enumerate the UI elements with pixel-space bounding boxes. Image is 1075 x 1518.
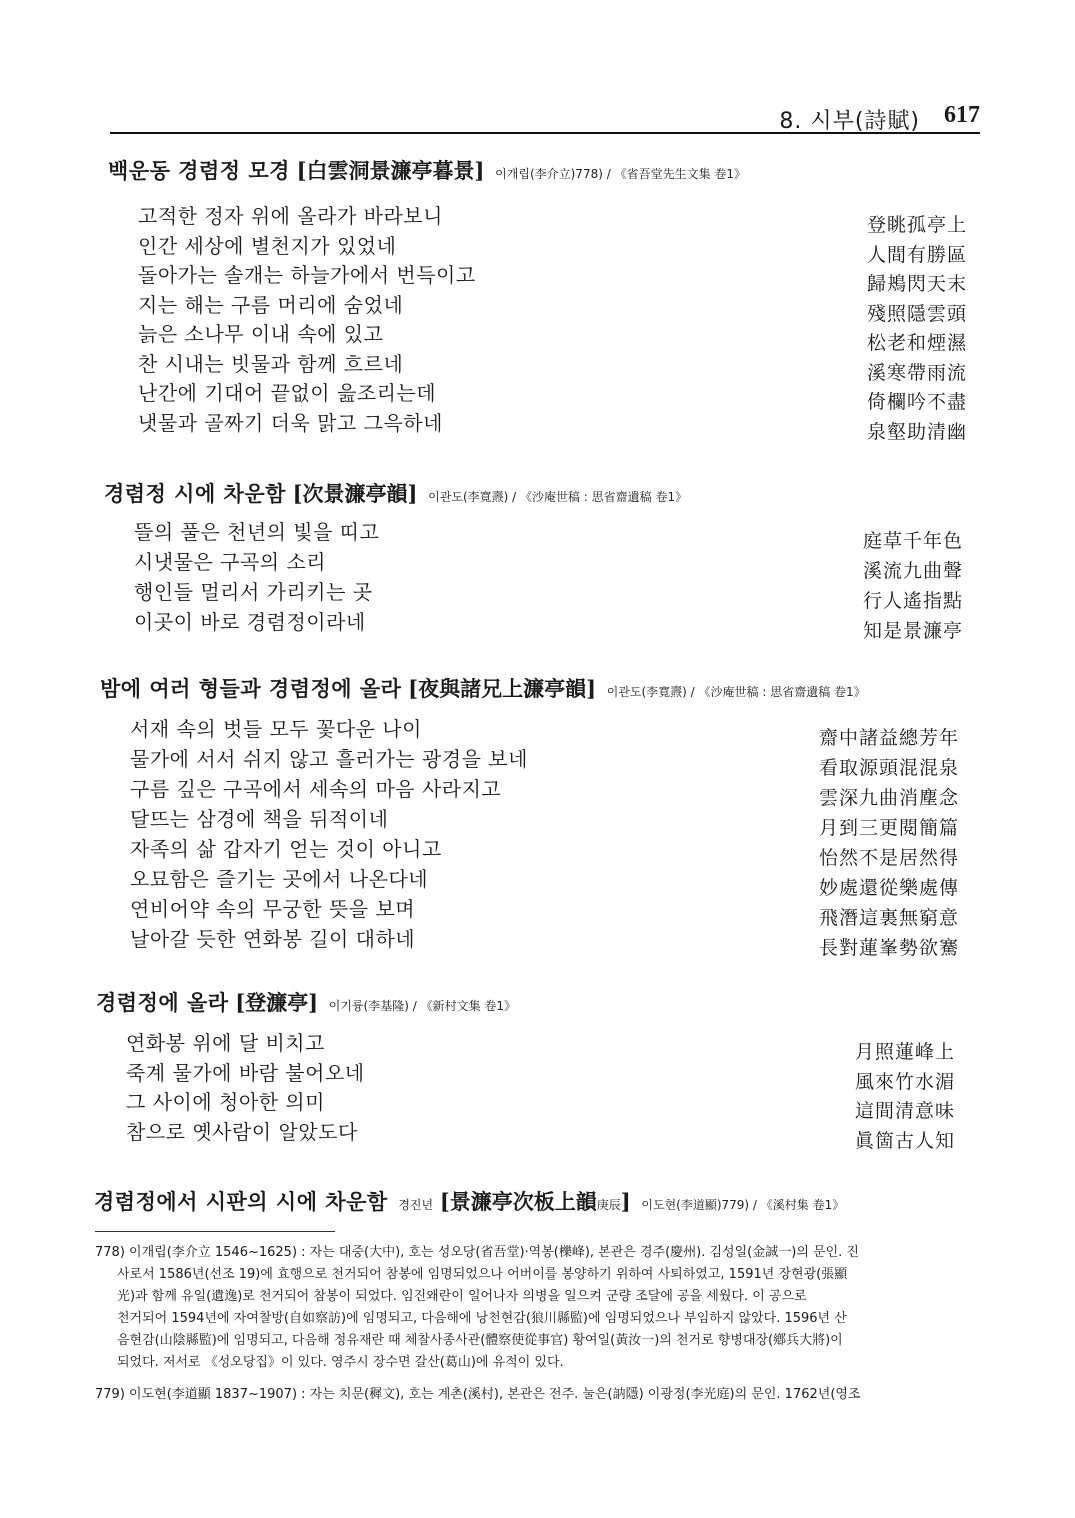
footnote-rule [95,1231,335,1232]
section-title [108,155,746,185]
poem-line-hanja: 妙處還從樂處傳 [818,877,959,899]
footnote-line: 천거되어 1594년에 자여찰방(自如察訪)에 임명되고, 다음해에 낭천현감(狼川縣監)에 임명되었으나 부임하지 않았다. 1596년 산 [117,1311,847,1326]
poem-line-korean: 서재 속의 벗들 모두 꽃다운 나이 [130,717,422,741]
poem-line-korean: 행인들 멀리서 가리키는 곳 [134,580,373,604]
poem-line-korean: 물가에 서서 쉬지 않고 흘러가는 광경을 보네 [130,747,528,771]
poem-line-korean: 자족의 삶 갑자기 얻는 것이 아니고 [130,837,442,861]
title-meta: 이개립(李介立)778) / 《省吾堂先生文集 卷1》 [495,167,747,181]
title-hanja-close: ] [620,1189,631,1214]
poem-line-hanja: 歸鴂閃天末 [866,273,967,295]
poem-line-korean: 참으로 옛사람이 알았도다 [126,1119,358,1144]
poem-line-hanja: 行人遙指點 [862,590,963,612]
poem-line-korean: 오묘함은 즐기는 곳에서 나온다네 [130,867,429,891]
poem-line-hanja: 人間有勝區 [866,243,967,266]
poem-line-hanja: 月照蓮峰上 [854,1041,955,1063]
running-header [110,98,980,134]
poem-line-korean: 날아갈 듯한 연화봉 길이 대하네 [130,927,416,951]
section-title [100,673,866,703]
poem-line-hanja: 知是景濂亭 [862,620,963,642]
title-meta: 이기륭(李基隆) / 《新村文集 卷1》 [328,999,517,1013]
poem-line-korean: 연비어약 속의 무궁한 뜻을 보며 [130,897,416,921]
poem-line-korean: 인간 세상에 별천지가 있었네 [138,233,397,258]
poem-line-hanja: 泉壑助清幽 [866,420,967,443]
poem-line-hanja: 殘照隱雲頭 [866,302,967,325]
poem-line-korean: 냇물과 골짜기 더욱 맑고 그윽하네 [138,410,443,435]
title-hanja: [登濂亭] [235,990,319,1015]
title-sub: 경진년 [398,1198,434,1212]
page-number: 617 [944,102,980,128]
poem-line-hanja: 雲深九曲消塵念 [818,787,959,809]
poem-line-korean: 그 사이에 청아한 의미 [126,1090,325,1114]
poem-line-hanja: 看取源頭混混泉 [818,757,959,779]
poem-line-korean: 연화봉 위에 달 비치고 [126,1031,325,1055]
poem-line-korean: 구름 깊은 구곡에서 세속의 마음 사라지고 [130,777,502,801]
footnote-line: 778) 이개립(李介立 1546~1625) : 자는 대중(大中), 호는 성오당(省吾堂)·역봉(櫟峰), 본관은 경주(慶州). 김성일(金誠一)의 문인. 진 [95,1245,859,1260]
section-title [94,1186,844,1216]
title-hanja: [次景濂亭韻] [292,481,418,506]
poem-line-korean: 이곳이 바로 경렴정이라네 [134,610,366,634]
poem-line-korean: 지는 해는 구름 머리에 숨었네 [138,292,404,317]
footnote-line: 779) 이도현(李道顯 1837~1907) : 자는 치문(穉文), 호는 계촌(溪村), 본관은 전주. 눌은(訥隱) 이광정(李光庭)의 문인. 1762년(영조 [95,1387,861,1402]
poem-line-hanja: 倚欄吟不盡 [866,391,967,413]
poem-line-hanja: 眞箇古人知 [854,1129,955,1152]
poem-line-hanja: 風來竹水湄 [854,1070,955,1093]
poem-line-hanja: 長對蓮峯勢欲騫 [818,937,959,959]
section-title [104,478,687,508]
title-hanja-sub: 庚辰 [596,1198,621,1212]
footnote-line: 되었다. 저서로 《성오당집》이 있다. 영주시 장수면 갈산(葛山)에 유적이 있다. [117,1355,564,1370]
poem-line-hanja: 溪寒帶雨流 [866,361,967,384]
poem-line-korean: 시냇물은 구곡의 소리 [134,550,327,574]
footnote-line: 光)과 함께 유일(遺逸)로 천거되어 참봉이 되었다. 임진왜란이 일어나자 의병을 일으켜 군량 조달에 공을 세웠다. 이 공으로 [117,1289,807,1304]
title-hangul: 밤에 여러 형들과 경렴정에 올라 [100,677,402,701]
section-title [96,987,516,1017]
poem-line-korean: 달뜨는 삼경에 책을 뒤적이네 [130,807,389,831]
poem-line-korean: 돌아가는 솔개는 하늘가에서 번득이고 [138,263,476,287]
title-meta: 이도현(李道顯)779) / 《溪村集 卷1》 [641,1198,845,1212]
title-hanja: [景濂亭次板上韻 [439,1189,597,1214]
title-meta: 이관도(李寬燾) / 《沙庵世稿 : 思省齋遺稿 卷1》 [428,490,688,504]
title-hangul: 경렴정에서 시판의 시에 차운함 [94,1190,388,1214]
chapter-title: 8. 시부(詩賦) [779,109,920,134]
title-hangul: 백운동 경렴정 모경 [108,159,290,183]
poem-line-hanja: 溪流九曲聲 [862,560,963,582]
footnote [95,1384,965,1406]
title-hanja: [夜與諸兄上濂亭韻] [408,676,597,701]
footnote-line: 음현감(山陰縣監)에 임명되고, 다음해 정유재란 때 체찰사종사관(體察使從事官) 황여일(黃汝一)의 천거로 향병대장(鄕兵大將)이 [117,1333,843,1348]
title-hanja: [白雲洞景濂亭暮景] [296,158,485,183]
title-meta: 이관도(李寬燾) / 《沙庵世稿 : 思省齋遺稿 卷1》 [606,685,866,699]
poem-line-hanja: 怡然不是居然得 [818,847,959,869]
title-hangul: 경렴정에 올라 [96,991,229,1015]
poem-line-korean: 늙은 소나무 이내 속에 있고 [138,322,384,346]
header-rule [110,132,980,134]
poem-line-hanja: 松老和煙濕 [866,332,967,354]
poem-line-korean: 찬 시내는 빗물과 함께 흐르네 [138,351,404,376]
poem-line-hanja: 齋中諸益總芳年 [818,727,959,749]
poem-line-hanja: 這間清意味 [854,1100,955,1122]
poem-line-korean: 뜰의 풀은 천년의 빛을 띠고 [134,520,380,544]
poem-line-korean: 난간에 기대어 끝없이 읊조리는데 [138,381,437,405]
title-hangul: 경렴정 시에 차운함 [104,482,286,506]
poem-line-hanja: 月到三更閱簡篇 [818,817,959,839]
footnote [95,1242,965,1374]
poem-line-hanja: 庭草千年色 [862,530,963,552]
poem-line-korean: 고적한 정자 위에 올라가 바라보니 [138,204,443,228]
poem-line-korean: 죽계 물가에 바람 불어오네 [126,1060,365,1085]
poem-line-hanja: 登眺孤亭上 [866,214,967,236]
poem-line-hanja: 飛潛這裏無窮意 [818,907,959,929]
footnote-line: 사로서 1586년(선조 19)에 효행으로 천거되어 참봉에 임명되었으나 어버이를 봉양하기 위하여 사퇴하였고, 1591년 장현광(張顯 [117,1267,848,1282]
